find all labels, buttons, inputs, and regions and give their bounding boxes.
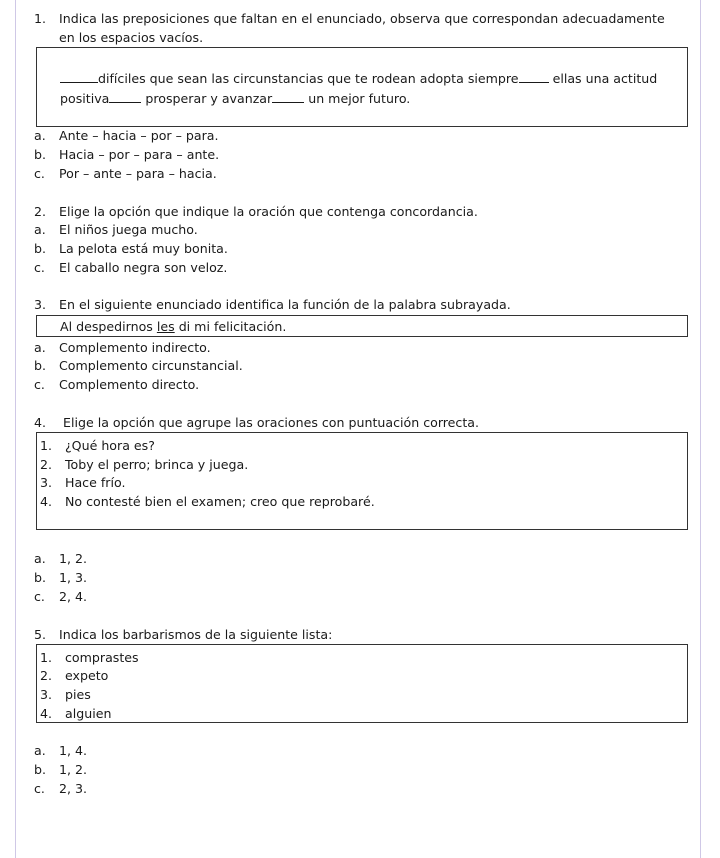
q1-text-line1: Indica las preposiciones que faltan en el enunciado, observa que correspondan adecuadamente [59, 11, 665, 26]
q5-number: 5. [34, 627, 47, 642]
q4-option-b: 1, 3. [59, 570, 88, 585]
q1-sentence-part3: positiva [60, 91, 110, 106]
q1-option-b-letter: b. [34, 147, 46, 162]
q4-option-b-letter: b. [34, 570, 46, 585]
blank-1 [60, 71, 98, 83]
q3-option-b-letter: b. [34, 358, 46, 373]
q1-sentence-part5: un mejor futuro. [308, 91, 411, 106]
q4-item-2-num: 2. [40, 457, 53, 472]
q2-option-b-letter: b. [34, 241, 46, 256]
q4-item-1: ¿Qué hora es? [65, 438, 155, 453]
q4-option-a-letter: a. [34, 551, 46, 566]
q3-option-a: Complemento indirecto. [59, 340, 211, 355]
blank-3 [109, 91, 141, 103]
q4-item-4: No contesté bien el examen; creo que reprobaré. [65, 494, 375, 509]
q2-text: Elige la opción que indique la oración que contenga concordancia. [59, 204, 478, 219]
q5-option-b: 1, 2. [59, 762, 88, 777]
q2-option-c-letter: c. [34, 260, 45, 275]
q5-item-1: comprastes [65, 650, 139, 665]
q2-option-c: El caballo negra son veloz. [59, 260, 228, 275]
q3-option-c: Complemento directo. [59, 377, 200, 392]
q4-item-3: Hace frío. [65, 475, 126, 490]
q1-sentence-part1: difíciles que sean las circunstancias que te rodean adopta siempre [98, 71, 519, 86]
q5-option-c: 2, 3. [59, 781, 88, 796]
q2-option-a: El niños juega mucho. [59, 222, 198, 237]
q1-option-a: Ante – hacia – por – para. [59, 128, 219, 143]
q3-underlined-word: les [156, 319, 175, 334]
q1-sentence-line1 [60, 71, 657, 86]
q1-sentence-line2 [60, 91, 410, 106]
q5-option-a: 1, 4. [59, 743, 88, 758]
blank-2 [519, 71, 549, 83]
q3-sentence-before: Al despedirnos [60, 319, 157, 334]
q5-option-a-letter: a. [34, 743, 46, 758]
q2-number: 2. [34, 204, 47, 219]
q3-option-a-letter: a. [34, 340, 46, 355]
q1-sentence-part2: ellas una actitud [552, 71, 658, 86]
q4-option-a: 1, 2. [59, 551, 88, 566]
q1-option-b: Hacia – por – para – ante. [59, 147, 220, 162]
q5-item-4-num: 4. [40, 706, 53, 721]
q3-sentence [60, 319, 286, 334]
q4-option-c: 2, 4. [59, 589, 88, 604]
q1-sentence-box [36, 47, 688, 127]
q4-number: 4. [34, 415, 47, 430]
q5-item-4: alguien [65, 706, 112, 721]
q5-item-2-num: 2. [40, 668, 53, 683]
blank-4 [272, 91, 304, 103]
q1-option-c-letter: c. [34, 166, 45, 181]
q5-option-b-letter: b. [34, 762, 46, 777]
q4-item-1-num: 1. [40, 438, 53, 453]
q2-option-b: La pelota está muy bonita. [59, 241, 228, 256]
q3-number: 3. [34, 297, 47, 312]
q1-number: 1. [34, 11, 47, 26]
q5-item-2: expeto [65, 668, 109, 683]
q5-text: Indica los barbarismos de la siguiente lista: [59, 627, 333, 642]
q3-option-c-letter: c. [34, 377, 45, 392]
q4-text: Elige la opción que agrupe las oraciones con puntuación correcta. [63, 415, 480, 430]
q1-option-a-letter: a. [34, 128, 46, 143]
q3-sentence-after: di mi felicitación. [174, 319, 287, 334]
q4-item-3-num: 3. [40, 475, 53, 490]
q1-sentence-part4: prosperar y avanzar [145, 91, 273, 106]
q2-option-a-letter: a. [34, 222, 46, 237]
q5-item-3: pies [65, 687, 91, 702]
q5-item-3-num: 3. [40, 687, 53, 702]
q4-option-c-letter: c. [34, 589, 45, 604]
q4-item-4-num: 4. [40, 494, 53, 509]
q5-item-1-num: 1. [40, 650, 53, 665]
q4-item-2: Toby el perro; brinca y juega. [65, 457, 249, 472]
q1-option-c: Por – ante – para – hacia. [59, 166, 217, 181]
q3-option-b: Complemento circunstancial. [59, 358, 243, 373]
q1-text-line2: en los espacios vacíos. [59, 30, 204, 45]
q5-option-c-letter: c. [34, 781, 45, 796]
q3-text: En el siguiente enunciado identifica la función de la palabra subrayada. [59, 297, 511, 312]
